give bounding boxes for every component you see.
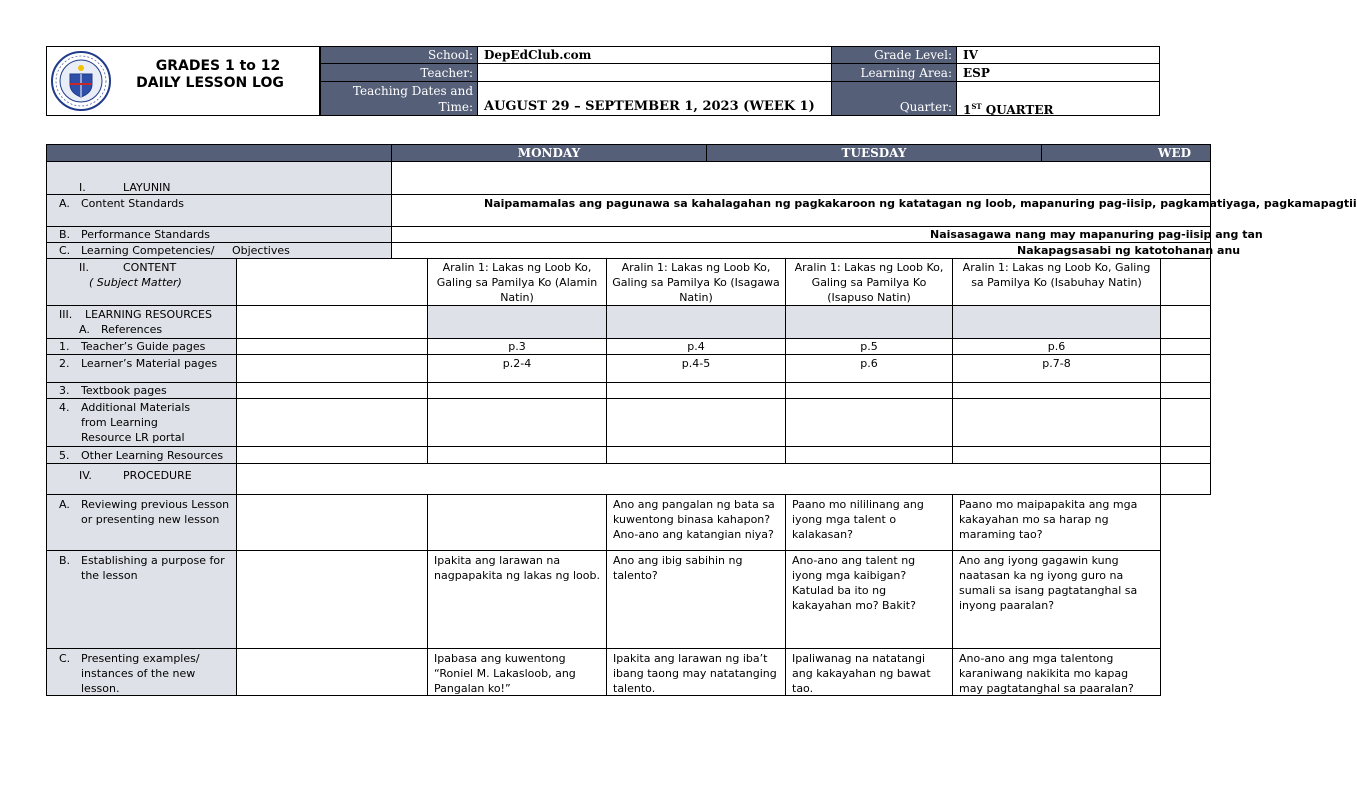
- resource-row-value: [606, 382, 786, 399]
- procedure-row-value: Ano-ano ang talent ng iyong mga kaibigan? Katulad ba ito ng kakayahan mo? Bakit?: [785, 550, 953, 649]
- school-value: DepEdClub.com: [477, 46, 832, 64]
- lesson-wednesday: Aralin 1: Lakas ng Loob Ko, Galing sa Pamilya Ko (Isapuso Natin): [785, 258, 953, 306]
- school-label: School:: [320, 46, 478, 64]
- resource-row-blank: [236, 338, 428, 355]
- procedure-section-number: IV.: [79, 469, 92, 482]
- resources-section-number: III.: [59, 308, 73, 321]
- objectives-section-content: [391, 161, 1211, 195]
- procedure-row-label: [46, 494, 237, 551]
- resource-row-label: [46, 398, 237, 447]
- lesson-tuesday: Aralin 1: Lakas ng Loob Ko, Galing sa Pamilya Ko (Isagawa Natin): [606, 258, 786, 306]
- resource-row-value: p.5: [785, 338, 953, 355]
- resource-row-title: Teacher’s Guide pages: [81, 340, 206, 353]
- resource-row-blank: [236, 398, 428, 447]
- content-standards-letter: A.: [59, 197, 70, 210]
- resource-row-blank: [1160, 446, 1211, 464]
- lesson-monday: Aralin 1: Lakas ng Loob Ko, Galing sa Pamilya Ko (Alamin Natin): [427, 258, 607, 306]
- resource-row-value: [785, 446, 953, 464]
- procedure-section-extra: [1160, 463, 1211, 495]
- content-standards-label: [46, 194, 392, 227]
- learning-competencies-title: Learning Competencies/ Objectives: [81, 244, 290, 257]
- resources-cell-0: [236, 305, 428, 339]
- quarter-word: QUARTER: [981, 103, 1054, 117]
- day-wednesday: WED: [1041, 144, 1211, 162]
- content-blank-cell: [236, 258, 428, 306]
- resource-row-blank: [1160, 382, 1211, 399]
- procedure-row-value: Paano mo maipapakita ang mga kakayahan mo sa harap ng maraming tao?: [952, 494, 1161, 551]
- resource-row-value: [785, 398, 953, 447]
- procedure-row-title: Reviewing previous Lesson or presenting new lesson: [81, 498, 230, 526]
- resource-row-value: [952, 398, 1161, 447]
- quarter-label: Quarter:: [831, 81, 957, 116]
- lesson-friday: [1160, 258, 1211, 306]
- content-section-title: CONTENT: [123, 261, 177, 274]
- procedure-row-letter: A.: [59, 498, 70, 511]
- resource-row-blank: [1160, 354, 1211, 383]
- learning-competencies-label: [46, 242, 392, 259]
- procedure-row-value: Ano ang pangalan ng bata sa kuwentong binasa kahapon? Ano-ano ang katangian niya?: [606, 494, 786, 551]
- content-standards-title: Content Standards: [81, 197, 185, 210]
- resource-row-label: [46, 338, 237, 355]
- grade-level-label: Grade Level:: [831, 46, 957, 64]
- day-bar-blank: [46, 144, 392, 162]
- day-monday: MONDAY: [391, 144, 707, 162]
- performance-standards-letter: B.: [59, 228, 71, 241]
- resource-row-value: [952, 382, 1161, 399]
- procedure-row-blank: [236, 494, 428, 551]
- procedure-row-value: Ipabasa ang kuwentong “Roniel M. Lakasloob, ang Pangalan ko!”: [427, 648, 607, 696]
- grade-level-value: IV: [956, 46, 1160, 64]
- resources-cell-3: [785, 305, 953, 339]
- performance-standards-label: [46, 226, 392, 243]
- procedure-row-value: Ano ang iyong gagawin kung naatasan ka ng iyong guro na sumali sa isang pagtatanghal sa inyong paaralan?: [952, 550, 1161, 649]
- learning-competencies-letter: C.: [59, 244, 71, 257]
- header-title-line2: DAILY LESSON LOG: [136, 75, 284, 91]
- resource-row-value: p.6: [952, 338, 1161, 355]
- resource-row-value: p.2-4: [427, 354, 607, 383]
- lesson-thursday: Aralin 1: Lakas ng Loob Ko, Galing sa Pamilya Ko (Isabuhay Natin): [952, 258, 1161, 306]
- resource-row-number: 1.: [59, 340, 70, 353]
- procedure-section-title: PROCEDURE: [123, 469, 192, 482]
- resource-row-value: p.6: [785, 354, 953, 383]
- procedure-row-label: [46, 648, 237, 696]
- content-section-label: [46, 258, 237, 306]
- resource-row-number: 4.: [59, 401, 70, 414]
- procedure-row-value: Ano ang ibig sabihin ng talento?: [606, 550, 786, 649]
- references-letter: A.: [79, 323, 90, 336]
- resources-cell-2: [606, 305, 786, 339]
- learning-competencies-text: Nakapagsasabi ng katotohanan anu: [391, 242, 1211, 259]
- resources-cell-5: [1160, 305, 1211, 339]
- resource-row-label: [46, 354, 237, 383]
- resource-row-value: [427, 446, 607, 464]
- quarter-superscript: ST: [971, 102, 982, 111]
- objectives-section-label: [46, 161, 392, 195]
- resource-row-value: p.3: [427, 338, 607, 355]
- content-subtitle: ( Subject Matter): [89, 276, 182, 289]
- resource-row-title: Other Learning Resources: [81, 449, 224, 462]
- procedure-section-label: [46, 463, 237, 495]
- teaching-dates-label-line2: Time:: [438, 100, 473, 114]
- resource-row-title: Learner’s Material pages: [81, 357, 218, 370]
- teaching-dates-label-line1: Teaching Dates and: [352, 84, 473, 98]
- learning-area-label: Learning Area:: [831, 63, 957, 82]
- resource-row-blank: [236, 446, 428, 464]
- header-title-line1: GRADES 1 to 12: [155, 58, 281, 74]
- procedure-row-value: Ipakita ang larawan ng iba’t ibang taong may natatanging talento.: [606, 648, 786, 696]
- resources-section-title: LEARNING RESOURCES: [85, 308, 212, 321]
- procedure-row-blank: [236, 550, 428, 649]
- procedure-row-value: Ipakita ang larawan na nagpapakita ng lakas ng loob.: [427, 550, 607, 649]
- resource-row-value: [427, 398, 607, 447]
- day-tuesday: TUESDAY: [706, 144, 1042, 162]
- procedure-row-value: Paano mo nililinang ang iyong mga talent o kalakasan?: [785, 494, 953, 551]
- resource-row-value: [785, 382, 953, 399]
- resource-row-blank: [1160, 338, 1211, 355]
- teacher-value: [477, 63, 832, 82]
- resource-row-number: 5.: [59, 449, 70, 462]
- teaching-dates-label: [320, 81, 478, 116]
- content-standards-text: Naipamamalas ang pagunawa sa kahalagahan ng pagkakaroon ng katatagan ng loob, mapanuring pag-iisip, pagkamatiyaga, pagkamapagtii: [391, 194, 1211, 227]
- resource-row-label: [46, 382, 237, 399]
- resource-row-value: p.4: [606, 338, 786, 355]
- resource-row-blank: [1160, 398, 1211, 447]
- procedure-row-value: Ano-ano ang mga talentong karaniwang nakikita mo kapag may pagtatanghal sa paaralan?: [952, 648, 1161, 696]
- resource-row-value: [952, 446, 1161, 464]
- resource-row-blank: [236, 354, 428, 383]
- procedure-section-content: [236, 463, 1161, 495]
- resource-row-title: Textbook pages: [81, 384, 167, 397]
- resources-section-label: [46, 305, 237, 339]
- resource-row-value: p.4-5: [606, 354, 786, 383]
- objectives-section-number: I.: [79, 181, 86, 194]
- resource-row-value: [427, 382, 607, 399]
- resource-row-value: [606, 446, 786, 464]
- learning-area-value: ESP: [956, 63, 1160, 82]
- procedure-row-letter: B.: [59, 554, 71, 567]
- procedure-row-value: Ipaliwanag na natatangi ang kakayahan ng bawat tao.: [785, 648, 953, 696]
- content-section-number: II.: [79, 261, 89, 274]
- resource-row-number: 3.: [59, 384, 70, 397]
- procedure-row-letter: C.: [59, 652, 71, 665]
- performance-standards-text: Naisasagawa nang may mapanuring pag-iisip ang tan: [391, 226, 1211, 243]
- objectives-section-title: LAYUNIN: [123, 181, 171, 194]
- performance-standards-title: Performance Standards: [81, 228, 210, 241]
- resource-row-label: [46, 446, 237, 464]
- quarter-number: 1: [963, 103, 972, 117]
- procedure-row-title: Establishing a purpose for the lesson: [81, 554, 225, 582]
- procedure-row-label: [46, 550, 237, 649]
- resource-row-blank: [236, 382, 428, 399]
- procedure-row-value: [427, 494, 607, 551]
- resource-row-value: [606, 398, 786, 447]
- teaching-dates-value: AUGUST 29 – SEPTEMBER 1, 2023 (WEEK 1): [477, 81, 832, 116]
- procedure-row-title: Presenting examples/ instances of the new lesson.: [81, 652, 200, 695]
- resources-cell-4: [952, 305, 1161, 339]
- teacher-label: Teacher:: [320, 63, 478, 82]
- resource-row-number: 2.: [59, 357, 70, 370]
- resources-cell-1: [427, 305, 607, 339]
- resource-row-title: Additional Materials from Learning Resource LR portal: [81, 401, 191, 444]
- procedure-row-blank: [236, 648, 428, 696]
- resource-row-value: p.7-8: [952, 354, 1161, 383]
- quarter-value: [956, 81, 1160, 116]
- references-title: References: [101, 323, 163, 336]
